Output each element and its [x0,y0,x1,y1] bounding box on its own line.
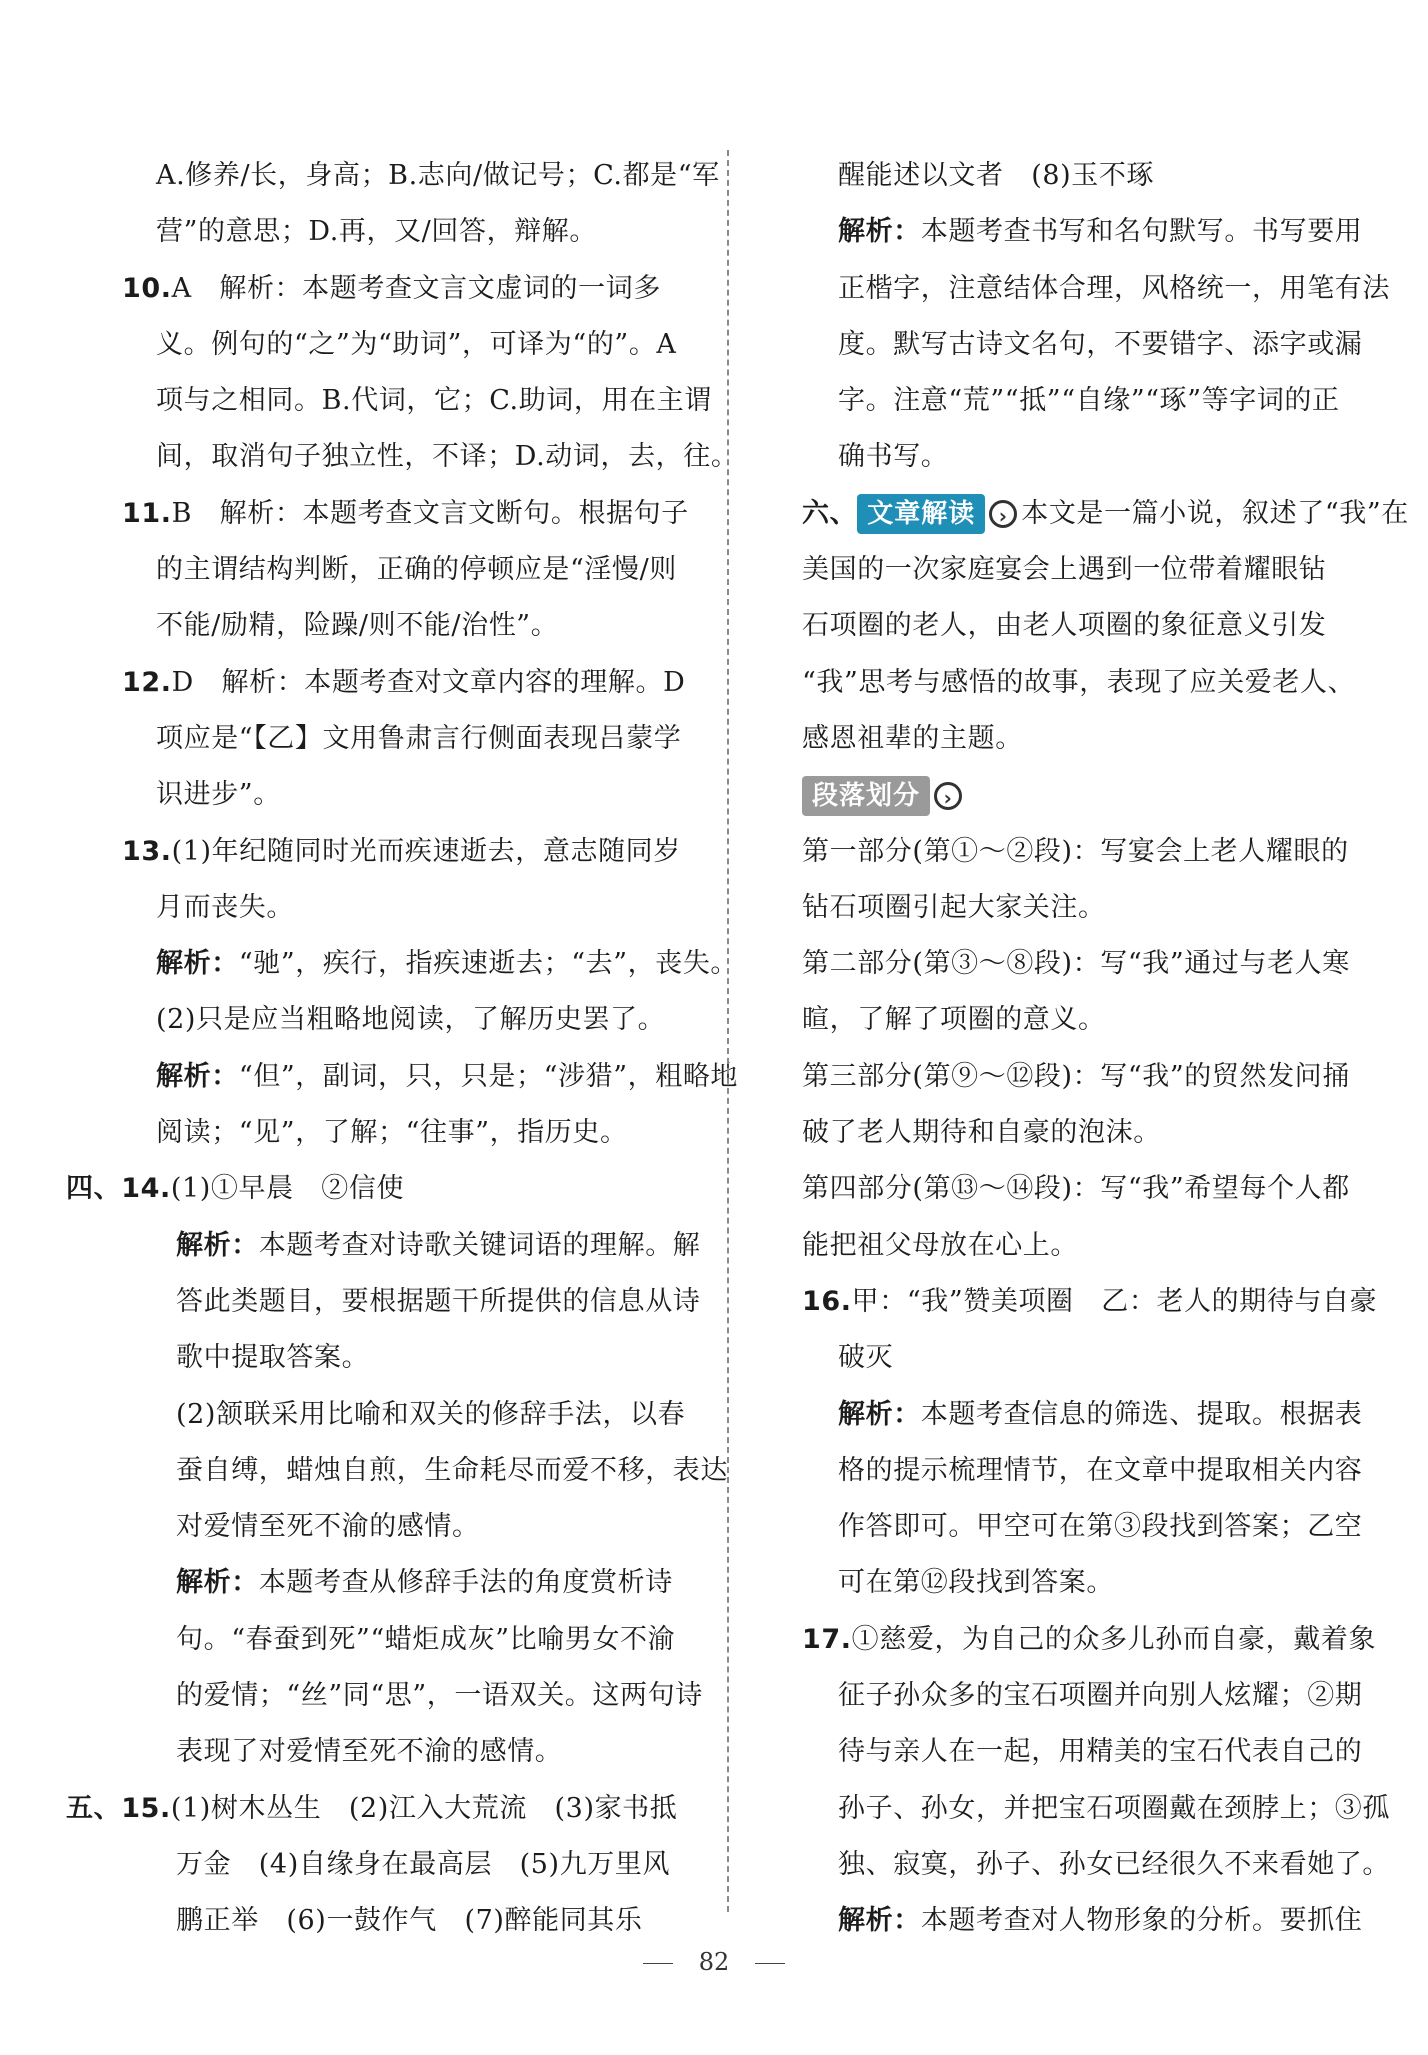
line-text: 营”的意思；D.再，又/回答，辩解。 [156,216,597,248]
line-text: 孙子、孙女，并把宝石项圈戴在颈脖上；③孤 [838,1792,1390,1824]
text-line [66,429,739,485]
text-line [66,1668,722,1724]
text-line [790,429,1380,485]
line-text: 确书写。 [838,441,949,473]
line-label: 解析： [176,1229,259,1261]
line-label: 16. [802,1285,852,1317]
line-text: 格的提示梳理情节，在文章中提取相关内容 [838,1454,1363,1486]
line-text: (1)树木丛生 (2)江入大荒流 (3)家书抵 [170,1792,678,1824]
line-label: 解析： [156,948,239,980]
text-line [66,1387,722,1443]
section-badge-article-reading: 文章解读 [857,494,985,534]
line-text: 可在第⑫段找到答案。 [838,1567,1114,1599]
text-line [66,1330,722,1386]
line-text: 项应是“【乙】文用鲁肃言行侧面表现吕蒙学 [156,722,682,754]
text-line [790,1049,1380,1105]
line-text: 项与之相同。B.代词，它；C.助词，用在主谓 [156,385,712,417]
text-line [790,992,1380,1048]
line-text: 月而丧失。 [156,891,294,923]
text-line [66,1893,722,1949]
chevron-right-icon: › [934,782,962,810]
text-line [66,317,722,373]
text-line [790,655,1380,711]
line-label: 解析： [176,1567,259,1599]
line-text: 蚕自缚，蜡烛自煎，生命耗尽而爱不移，表达 [176,1454,728,1486]
line-text: 间，取消句子独立性，不译；D.动词，去，往。 [156,441,739,473]
text-line [66,1274,722,1330]
line-text: 表现了对爱情至死不渝的感情。 [176,1736,563,1768]
text-line [66,1724,722,1780]
text-line [66,1218,722,1274]
line-label: 五、15. [66,1792,171,1824]
text-line [790,542,1380,598]
text-line [790,936,1380,992]
text-line [66,1049,739,1105]
text-line [66,1555,722,1611]
text-line [66,880,722,936]
paragraph-division-heading [790,767,1380,823]
line-text: (1)①早晨 ②信使 [170,1173,405,1205]
section-number: 六、 [802,497,858,529]
line-text: 不能/励精，险躁/则不能/治性”。 [156,610,559,642]
text-line [790,1274,1380,1330]
right-column [790,148,1409,1950]
line-label: 12. [122,666,172,698]
text-line [790,204,1380,260]
text-line [66,204,722,260]
footer-dash-left [643,1963,673,1964]
line-text: 度。默写古诗文名句，不要错字、添字或漏 [838,328,1363,360]
line-text: 醒能述以文者 (8)玉不琢 [838,160,1155,191]
line-text: 第四部分(第⑬～⑭段)：写“我”希望每个人都 [802,1173,1350,1205]
text-line [66,1443,728,1499]
line-label: 解析： [838,216,921,248]
line-text: 暄，了解了项圈的意义。 [802,1004,1106,1036]
line-text: 鹏正举 (6)一鼓作气 (7)醉能同其乐 [176,1905,643,1937]
line-text: 破了老人期待和自豪的泡沫。 [802,1117,1161,1149]
text-line [790,1668,1380,1724]
line-text: ①慈爱，为自己的众多儿孙而自豪，戴着象 [851,1623,1377,1655]
text-line [790,711,1380,767]
line-text: 破灭 [838,1342,894,1374]
text-line [790,1499,1380,1555]
line-text: 独、寂寞，孙子、孙女已经很久不来看她了。 [838,1848,1390,1880]
line-text: 义。例句的“之”为“助词”，可译为“的”。A [156,328,677,360]
text-line [66,1781,722,1837]
text-line [66,767,722,823]
footer-dash-right [755,1963,785,1964]
text-line [66,598,722,654]
left-column [66,148,739,1950]
page-number: 82 [698,1948,730,1976]
line-text: B 解析：本题考查文言文断句。根据句子 [171,497,689,529]
text-line [66,824,722,880]
text-line [790,1443,1380,1499]
line-text: 本题考查书写和名句默写。书写要用 [920,216,1363,248]
section-six-heading [790,486,1409,542]
text-line [790,1724,1380,1780]
line-label: 解析： [838,1905,921,1937]
page-footer [0,1948,1428,1976]
text-line [66,261,722,317]
text-line [66,1499,722,1555]
text-line [66,1612,722,1668]
line-label: 11. [122,497,172,529]
line-text: 第三部分(第⑨～⑫段)：写“我”的贸然发问捅 [802,1060,1350,1092]
text-line [66,148,722,204]
line-text: 能把祖父母放在心上。 [802,1229,1078,1261]
line-label: 13. [122,835,172,867]
line-text: 本题考查从修辞手法的角度赏析诗 [258,1567,673,1599]
text-line [66,1105,722,1161]
line-label: 10. [122,272,172,304]
line-text: 感恩祖辈的主题。 [802,722,1023,754]
line-text: (2)颔联采用比喻和双关的修辞手法，以春 [176,1398,686,1430]
text-line [66,936,739,992]
text-line [790,1555,1380,1611]
text-line [790,373,1380,429]
text-line [790,1218,1380,1274]
line-text: 歌中提取答案。 [176,1342,370,1374]
text-line [790,880,1380,936]
text-line [790,1105,1380,1161]
text-line [790,824,1380,880]
line-text: 阅读；“见”，了解；“往事”，指历史。 [156,1117,628,1149]
line-text: 本题考查对诗歌关键词语的理解。解 [258,1229,701,1261]
text-line [790,1893,1380,1949]
line-text: 万金 (4)自缘身在最高层 (5)九万里风 [176,1848,671,1880]
text-line [790,1837,1390,1893]
line-text: A.修养/长，身高；B.志向/做记号；C.都是“军 [156,160,720,191]
line-text: 的爱情；“丝”同“思”，一语双关。这两句诗 [176,1680,703,1712]
text-line [66,655,722,711]
line-text: 的主谓结构判断，正确的停顿应是“淫慢/则 [156,554,677,586]
line-text: 正楷字，注意结体合理，风格统一，用笔有法 [838,272,1390,304]
line-label: 17. [802,1623,852,1655]
text-line [66,486,722,542]
line-text: 征子孙众多的宝石项圈并向别人炫耀；②期 [838,1680,1363,1712]
text-line [66,992,722,1048]
line-text: (1)年纪随同时光而疾速逝去，意志随同岁 [171,835,681,867]
section-badge-paragraph-division: 段落划分 [802,776,930,816]
line-text: 答此类题目，要根据题干所提供的信息从诗 [176,1285,701,1317]
text-line [790,598,1380,654]
text-line [66,711,722,767]
line-text: D 解析：本题考查对文章内容的理解。D [171,666,686,698]
text-line [790,1387,1380,1443]
line-text: “但”，副词，只，只是；“涉猎”，粗略地 [238,1060,739,1092]
text-line [66,1161,722,1217]
line-text: 钻石项圈引起大家关注。 [802,891,1106,923]
line-text: 对爱情至死不渝的感情。 [176,1511,480,1543]
text-line [790,317,1380,373]
line-text: 识进步”。 [156,779,281,811]
column-divider [727,150,729,1912]
line-text: “我”思考与感悟的故事，表现了应关爱老人、 [802,666,1356,698]
text-line [790,148,1380,204]
line-text: 第一部分(第①～②段)：写宴会上老人耀眼的 [802,835,1349,867]
text-line [790,1612,1380,1668]
line-text: 本文是一篇小说，叙述了“我”在 [1021,497,1409,529]
line-text: 石项圈的老人，由老人项圈的象征意义引发 [802,610,1327,642]
line-text: 待与亲人在一起，用精美的宝石代表自己的 [838,1736,1363,1768]
chevron-right-icon: › [989,500,1017,528]
text-line [790,1330,1380,1386]
line-text: (2)只是应当粗略地阅读，了解历史罢了。 [156,1004,666,1036]
line-label: 解析： [838,1398,921,1430]
line-text: “驰”，疾行，指疾速逝去；“去”，丧失。 [238,948,739,980]
line-text: 字。注意“荒”“抵”“自缘”“琢”等字词的正 [838,385,1340,417]
line-text: 美国的一次家庭宴会上遇到一位带着耀眼钻 [802,554,1327,586]
text-line [66,542,722,598]
line-text: 第二部分(第③～⑧段)：写“我”通过与老人寒 [802,948,1350,980]
text-line [66,373,722,429]
line-text: 甲：“我”赞美项圈 乙：老人的期待与自豪 [851,1285,1378,1317]
line-text: 作答即可。甲空可在第③段找到答案；乙空 [838,1511,1363,1543]
line-label: 解析： [156,1060,239,1092]
text-line [66,1837,722,1893]
text-line [790,261,1390,317]
line-text: 本题考查对人物形象的分析。要抓住 [920,1905,1363,1937]
text-line [790,1161,1380,1217]
line-text: 本题考查信息的筛选、提取。根据表 [920,1398,1363,1430]
line-label: 四、14. [66,1173,171,1205]
text-line [790,1781,1390,1837]
line-text: A 解析：本题考查文言文虚词的一词多 [171,272,661,304]
line-text: 句。“春蚕到死”“蜡炬成灰”比喻男女不渝 [176,1623,676,1655]
